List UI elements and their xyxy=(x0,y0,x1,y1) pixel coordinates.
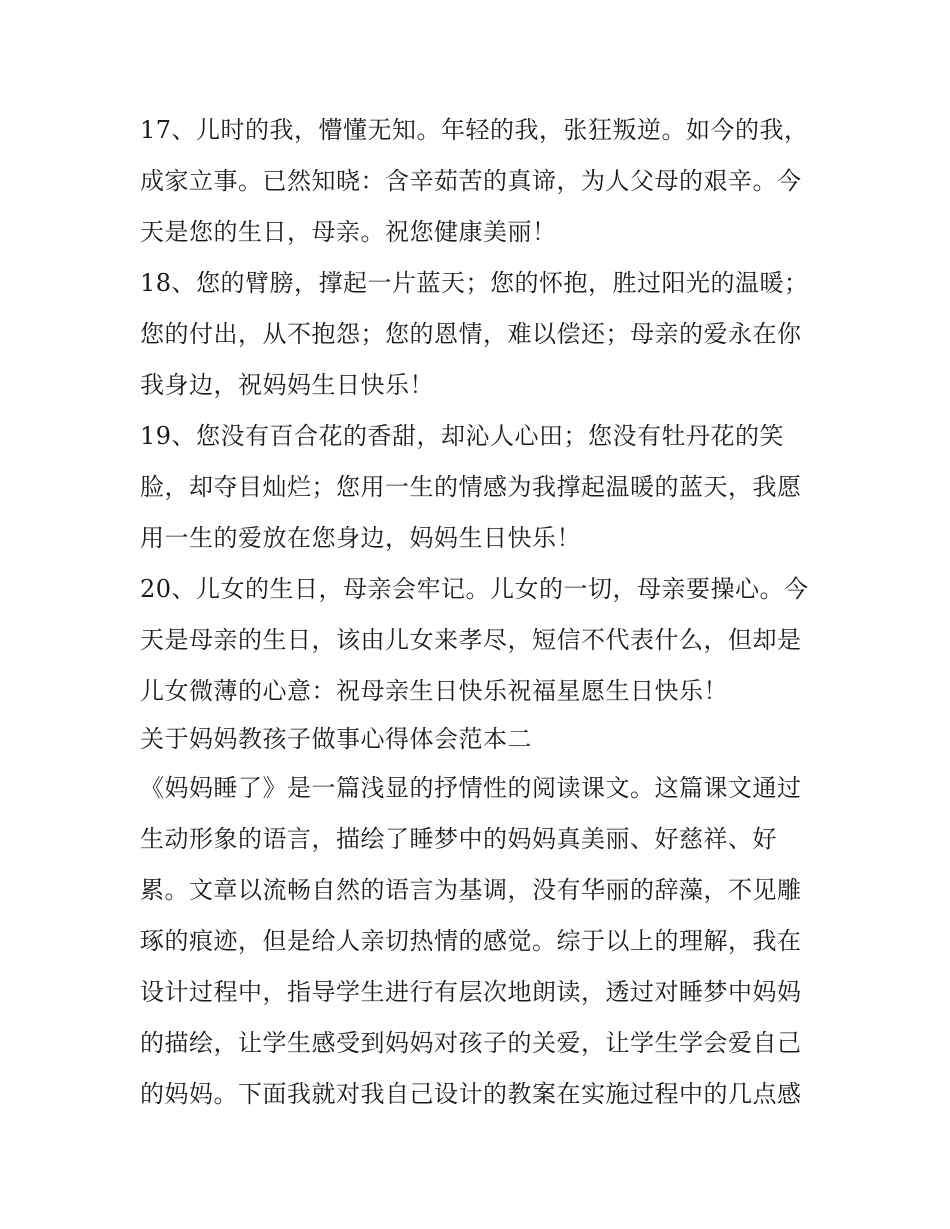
text-line-1: 17、儿时的我，懵懂无知。年轻的我，张狂叛逆。如今的我， xyxy=(140,116,809,144)
text-line-3: 天是您的生日，母亲。祝您健康美丽！ xyxy=(140,218,557,246)
text-line-6: 我身边，祝妈妈生日快乐！ xyxy=(140,371,434,399)
text-line-16: 累。文章以流畅自然的语言为基调，没有华丽的辞藻，不见雕 xyxy=(140,876,802,904)
text-line-8: 脸，却夺目灿烂；您用一生的情感为我撑起温暖的蓝天，我愿 xyxy=(140,473,802,501)
text-line-9: 用一生的爱放在您身边，妈妈生日快乐！ xyxy=(140,524,581,552)
text-line-4: 18、您的臂膀，撑起一片蓝天；您的怀抱，胜过阳光的温暖； xyxy=(140,269,809,297)
text-line-10: 20、儿女的生日，母亲会牢记。儿女的一切，母亲要操心。今 xyxy=(140,575,809,603)
text-line-12: 儿女微薄的心意：祝母亲生日快乐祝福星愿生日快乐！ xyxy=(140,677,728,705)
text-line-14: 《妈妈睡了》是一篇浅显的抒情性的阅读课文。这篇课文通过 xyxy=(140,774,802,802)
text-line-20: 的妈妈。下面我就对我自己设计的教案在实施过程中的几点感 xyxy=(140,1080,802,1108)
text-line-7: 19、您没有百合花的香甜，却沁人心田；您没有牡丹花的笑 xyxy=(140,422,785,450)
text-line-11: 天是母亲的生日，该由儿女来孝尽，短信不代表什么，但却是 xyxy=(140,626,802,654)
text-line-18: 设计过程中，指导学生进行有层次地朗读，透过对睡梦中妈妈 xyxy=(140,978,802,1006)
text-line-2: 成家立事。已然知晓：含辛茹苦的真谛，为人父母的艰辛。今 xyxy=(140,167,802,195)
text-line-19: 的描绘，让学生感受到妈妈对孩子的关爱，让学生学会爱自己 xyxy=(140,1029,802,1057)
text-line-15: 生动形象的语言，描绘了睡梦中的妈妈真美丽、好慈祥、好 xyxy=(140,825,777,853)
text-line-17: 琢的痕迹，但是给人亲切热情的感觉。综于以上的理解，我在 xyxy=(140,927,802,955)
section-heading: 关于妈妈教孩子做事心得体会范本二 xyxy=(140,725,532,753)
text-line-5: 您的付出，从不抱怨；您的恩情，难以偿还；母亲的爱永在你 xyxy=(140,320,802,348)
